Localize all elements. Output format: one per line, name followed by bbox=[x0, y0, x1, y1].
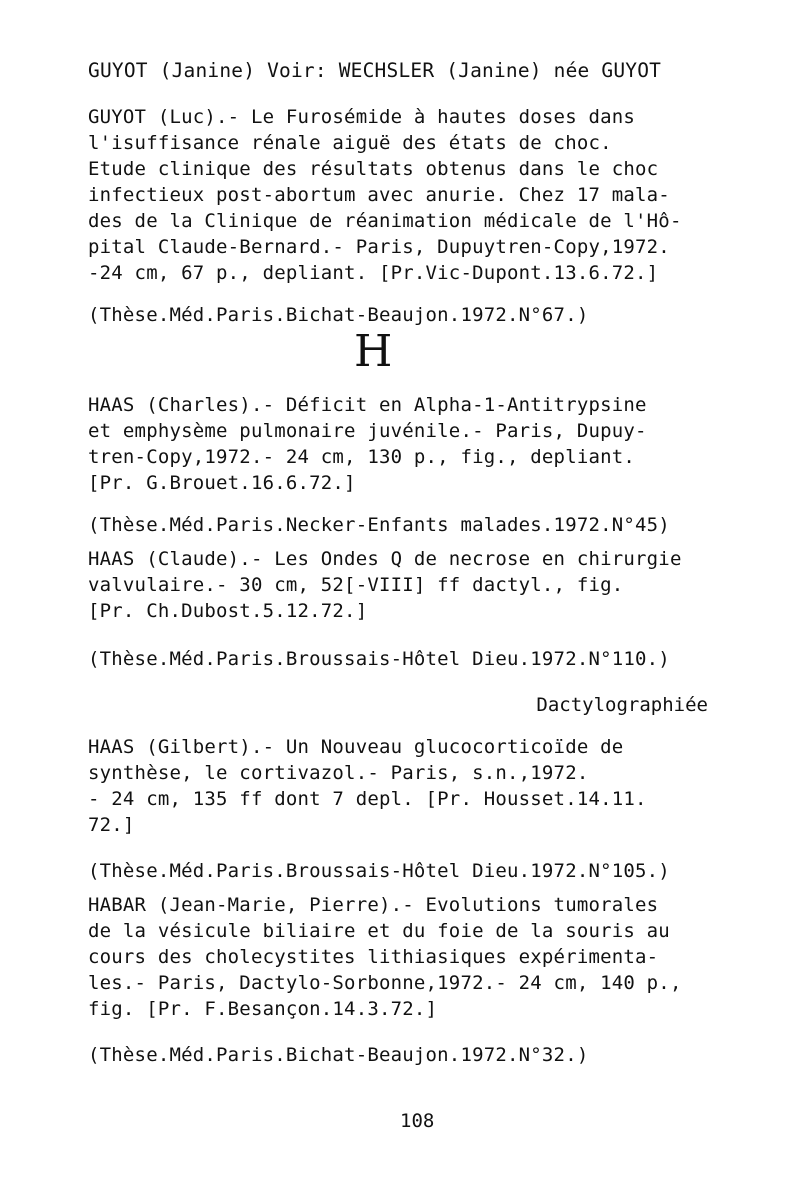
thesis-line: (Thèse.Méd.Paris.Broussais-Hôtel Dieu.1972.N°105.) bbox=[88, 860, 670, 882]
thesis-line: (Thèse.Méd.Paris.Broussais-Hôtel Dieu.1972.N°110.) bbox=[88, 648, 670, 670]
entry-line: et emphysème pulmonaire juvénile.- Paris, Dupuy- bbox=[88, 420, 647, 442]
entry-line: pital Claude-Bernard.- Paris, Dupuytren-Copy,1972. bbox=[88, 236, 670, 258]
entry-line: l'isuffisance rénale aiguë des états de choc. bbox=[88, 132, 612, 154]
entry-line: fig. [Pr. F.Besançon.14.3.72.] bbox=[88, 998, 438, 1020]
entry-line: des de la Clinique de réanimation médicale de l'Hô- bbox=[88, 210, 682, 232]
thesis-line: (Thèse.Méd.Paris.Necker-Enfants malades.1972.N°45) bbox=[88, 514, 670, 536]
entry-line: HAAS (Charles).- Déficit en Alpha-1-Antitrypsine bbox=[88, 394, 647, 416]
entry-line: HAAS (Gilbert).- Un Nouveau glucocorticoïde de bbox=[88, 736, 624, 758]
entry-line: -24 cm, 67 p., depliant. [Pr.Vic-Dupont.13.6.72.] bbox=[88, 262, 659, 284]
entry-line: de la vésicule biliaire et du foie de la souris au bbox=[88, 920, 670, 942]
thesis-line: (Thèse.Méd.Paris.Bichat-Beaujon.1972.N°67.) bbox=[88, 304, 589, 326]
page-number: 108 bbox=[400, 1110, 435, 1132]
entry-line: [Pr. Ch.Dubost.5.12.72.] bbox=[88, 600, 368, 622]
entry-line: valvulaire.- 30 cm, 52[-VIII] ff dactyl., fig. bbox=[88, 574, 624, 596]
entry-line: cours des cholecystites lithiasiques expérimenta- bbox=[88, 946, 659, 968]
entry-line: infectieux post-abortum avec anurie. Chez 17 mala- bbox=[88, 184, 670, 206]
entry-line: tren-Copy,1972.- 24 cm, 130 p., fig., depliant. bbox=[88, 446, 636, 468]
entry-line: HAAS (Claude).- Les Ondes Q de necrose en chirurgie bbox=[88, 548, 682, 570]
entry-line: synthèse, le cortivazol.- Paris, s.n.,1972. bbox=[88, 762, 589, 784]
section-letter: H bbox=[354, 326, 393, 377]
entry-line: 72.] bbox=[88, 814, 135, 836]
entry-line: - 24 cm, 135 ff dont 7 depl. [Pr. Housset.14.11. bbox=[88, 788, 647, 810]
entry-line: GUYOT (Luc).- Le Furosémide à hautes doses dans bbox=[88, 106, 636, 128]
entry-line: HABAR (Jean-Marie, Pierre).- Evolutions tumorales bbox=[88, 894, 659, 916]
typescript-note: Dactylographiée bbox=[536, 694, 708, 716]
entry-line: Etude clinique des résultats obtenus dans le choc bbox=[88, 158, 659, 180]
cross-reference-guyot-janine: GUYOT (Janine) Voir: WECHSLER (Janine) née GUYOT bbox=[88, 59, 662, 82]
entry-line: [Pr. G.Brouet.16.6.72.] bbox=[88, 472, 356, 494]
thesis-line: (Thèse.Méd.Paris.Bichat-Beaujon.1972.N°32.) bbox=[88, 1044, 589, 1066]
entry-line: les.- Paris, Dactylo-Sorbonne,1972.- 24 cm, 140 p., bbox=[88, 972, 682, 994]
